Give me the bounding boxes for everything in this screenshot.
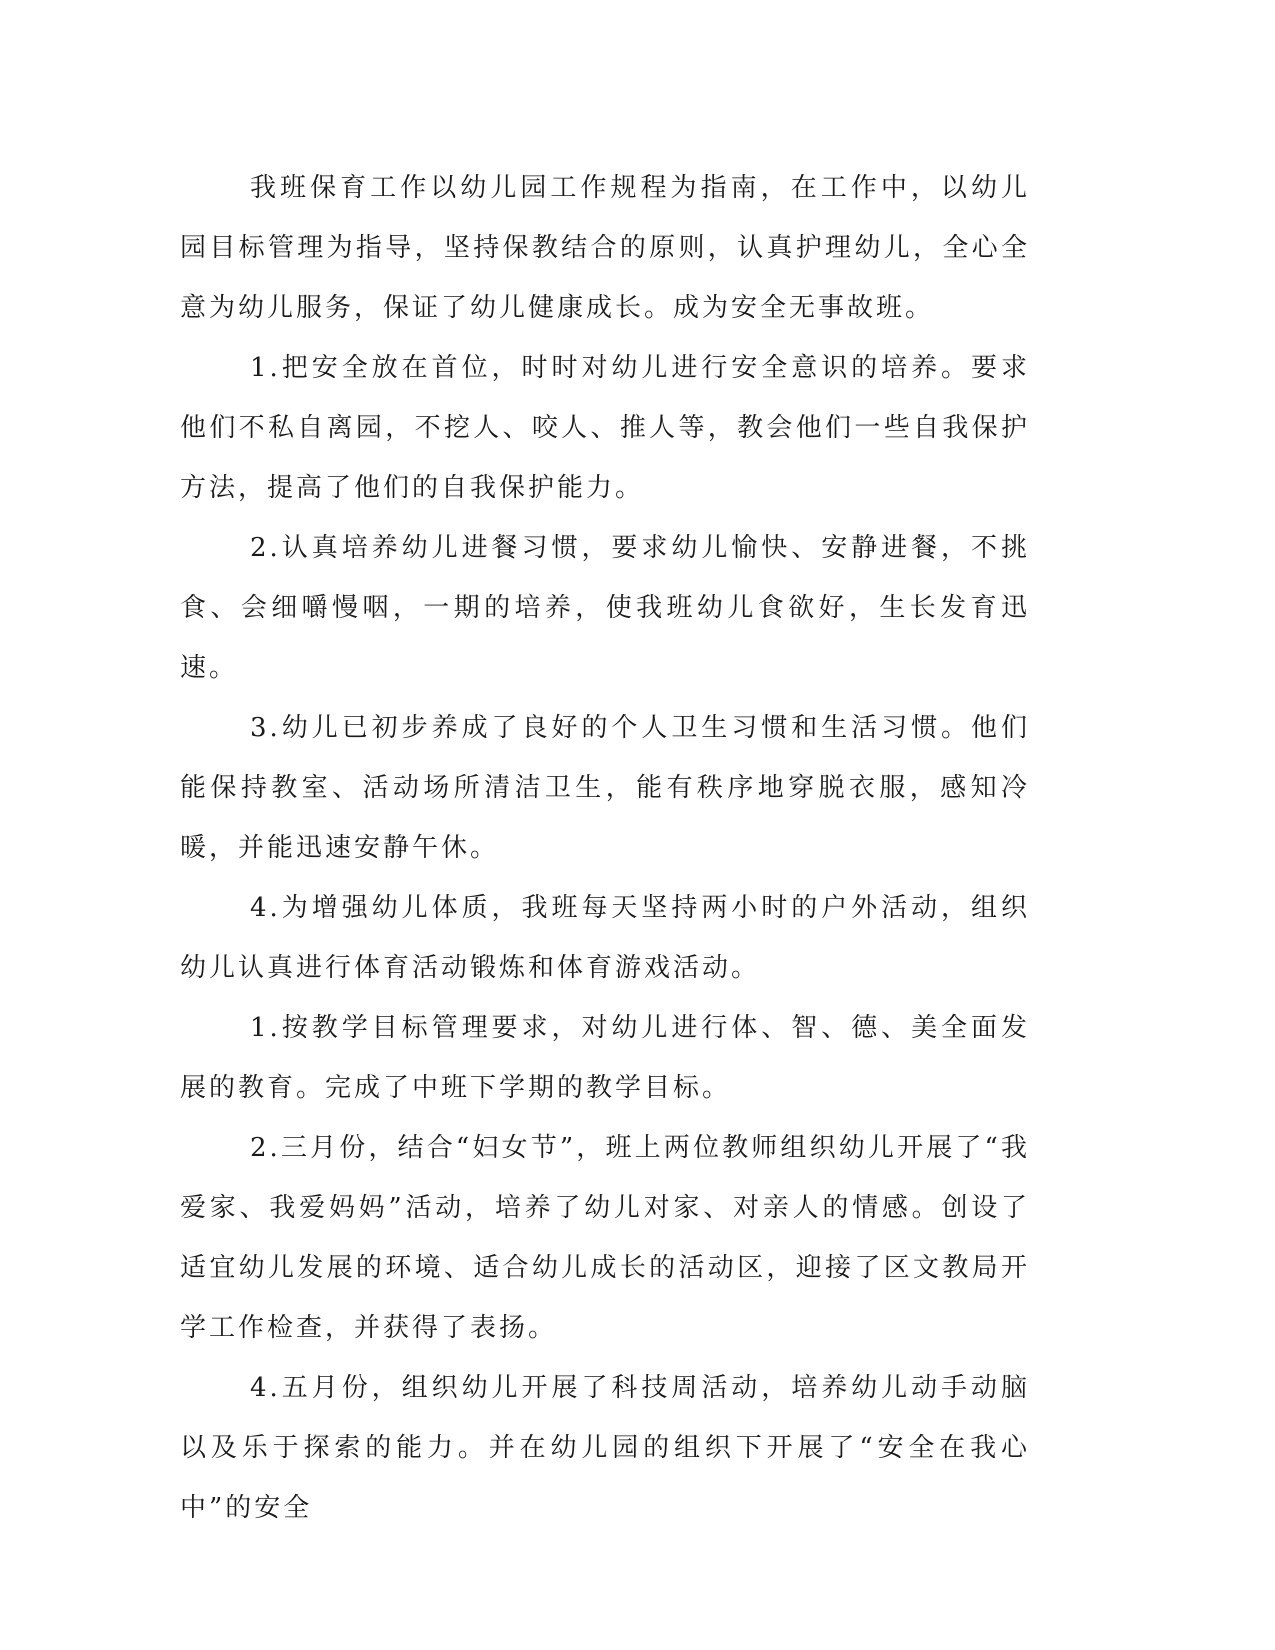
paragraph-march-activity: 2.三月份，结合“妇女节”，班上两位教师组织幼儿开展了“我爱家、我爱妈妈”活动，培养了幼儿对家、对亲人的情感。创设了适宜幼儿发展的环境、适合幼儿成长的活动区，迎接了区文教局开学工作检查，并获得了表扬。: [180, 1133, 1030, 1343]
paragraph-may-activity: 4.五月份，组织幼儿开展了科技周活动，培养幼儿动手动脑以及乐于探索的能力。并在幼儿园的组织下开展了“安全在我心中”的安全: [180, 1373, 1030, 1523]
document-body: [180, 158, 1030, 1538]
paragraph-teaching-goals: 1.按教学目标管理要求，对幼儿进行体、智、德、美全面发展的教育。完成了中班下学期的教学目标。: [180, 1013, 1030, 1103]
paragraph-outdoor-activity: 4.为增强幼儿体质，我班每天坚持两小时的户外活动，组织幼儿认真进行体育活动锻炼和体育游戏活动。: [180, 893, 1030, 983]
paragraph-hygiene: 3.幼儿已初步养成了良好的个人卫生习惯和生活习惯。他们能保持教室、活动场所清洁卫生，能有秩序地穿脱衣服，感知冷暖，并能迅速安静午休。: [180, 713, 1030, 863]
paragraph-meals: 2.认真培养幼儿进餐习惯，要求幼儿愉快、安静进餐，不挑食、会细嚼慢咽，一期的培养，使我班幼儿食欲好，生长发育迅速。: [180, 533, 1030, 683]
paragraph-care-overview: 我班保育工作以幼儿园工作规程为指南，在工作中，以幼儿园目标管理为指导，坚持保教结合的原则，认真护理幼儿，全心全意为幼儿服务，保证了幼儿健康成长。成为安全无事故班。: [180, 173, 1030, 323]
paragraph-safety: 1.把安全放在首位，时时对幼儿进行安全意识的培养。要求他们不私自离园，不挖人、咬人、推人等，教会他们一些自我保护方法，提高了他们的自我保护能力。: [180, 353, 1030, 503]
